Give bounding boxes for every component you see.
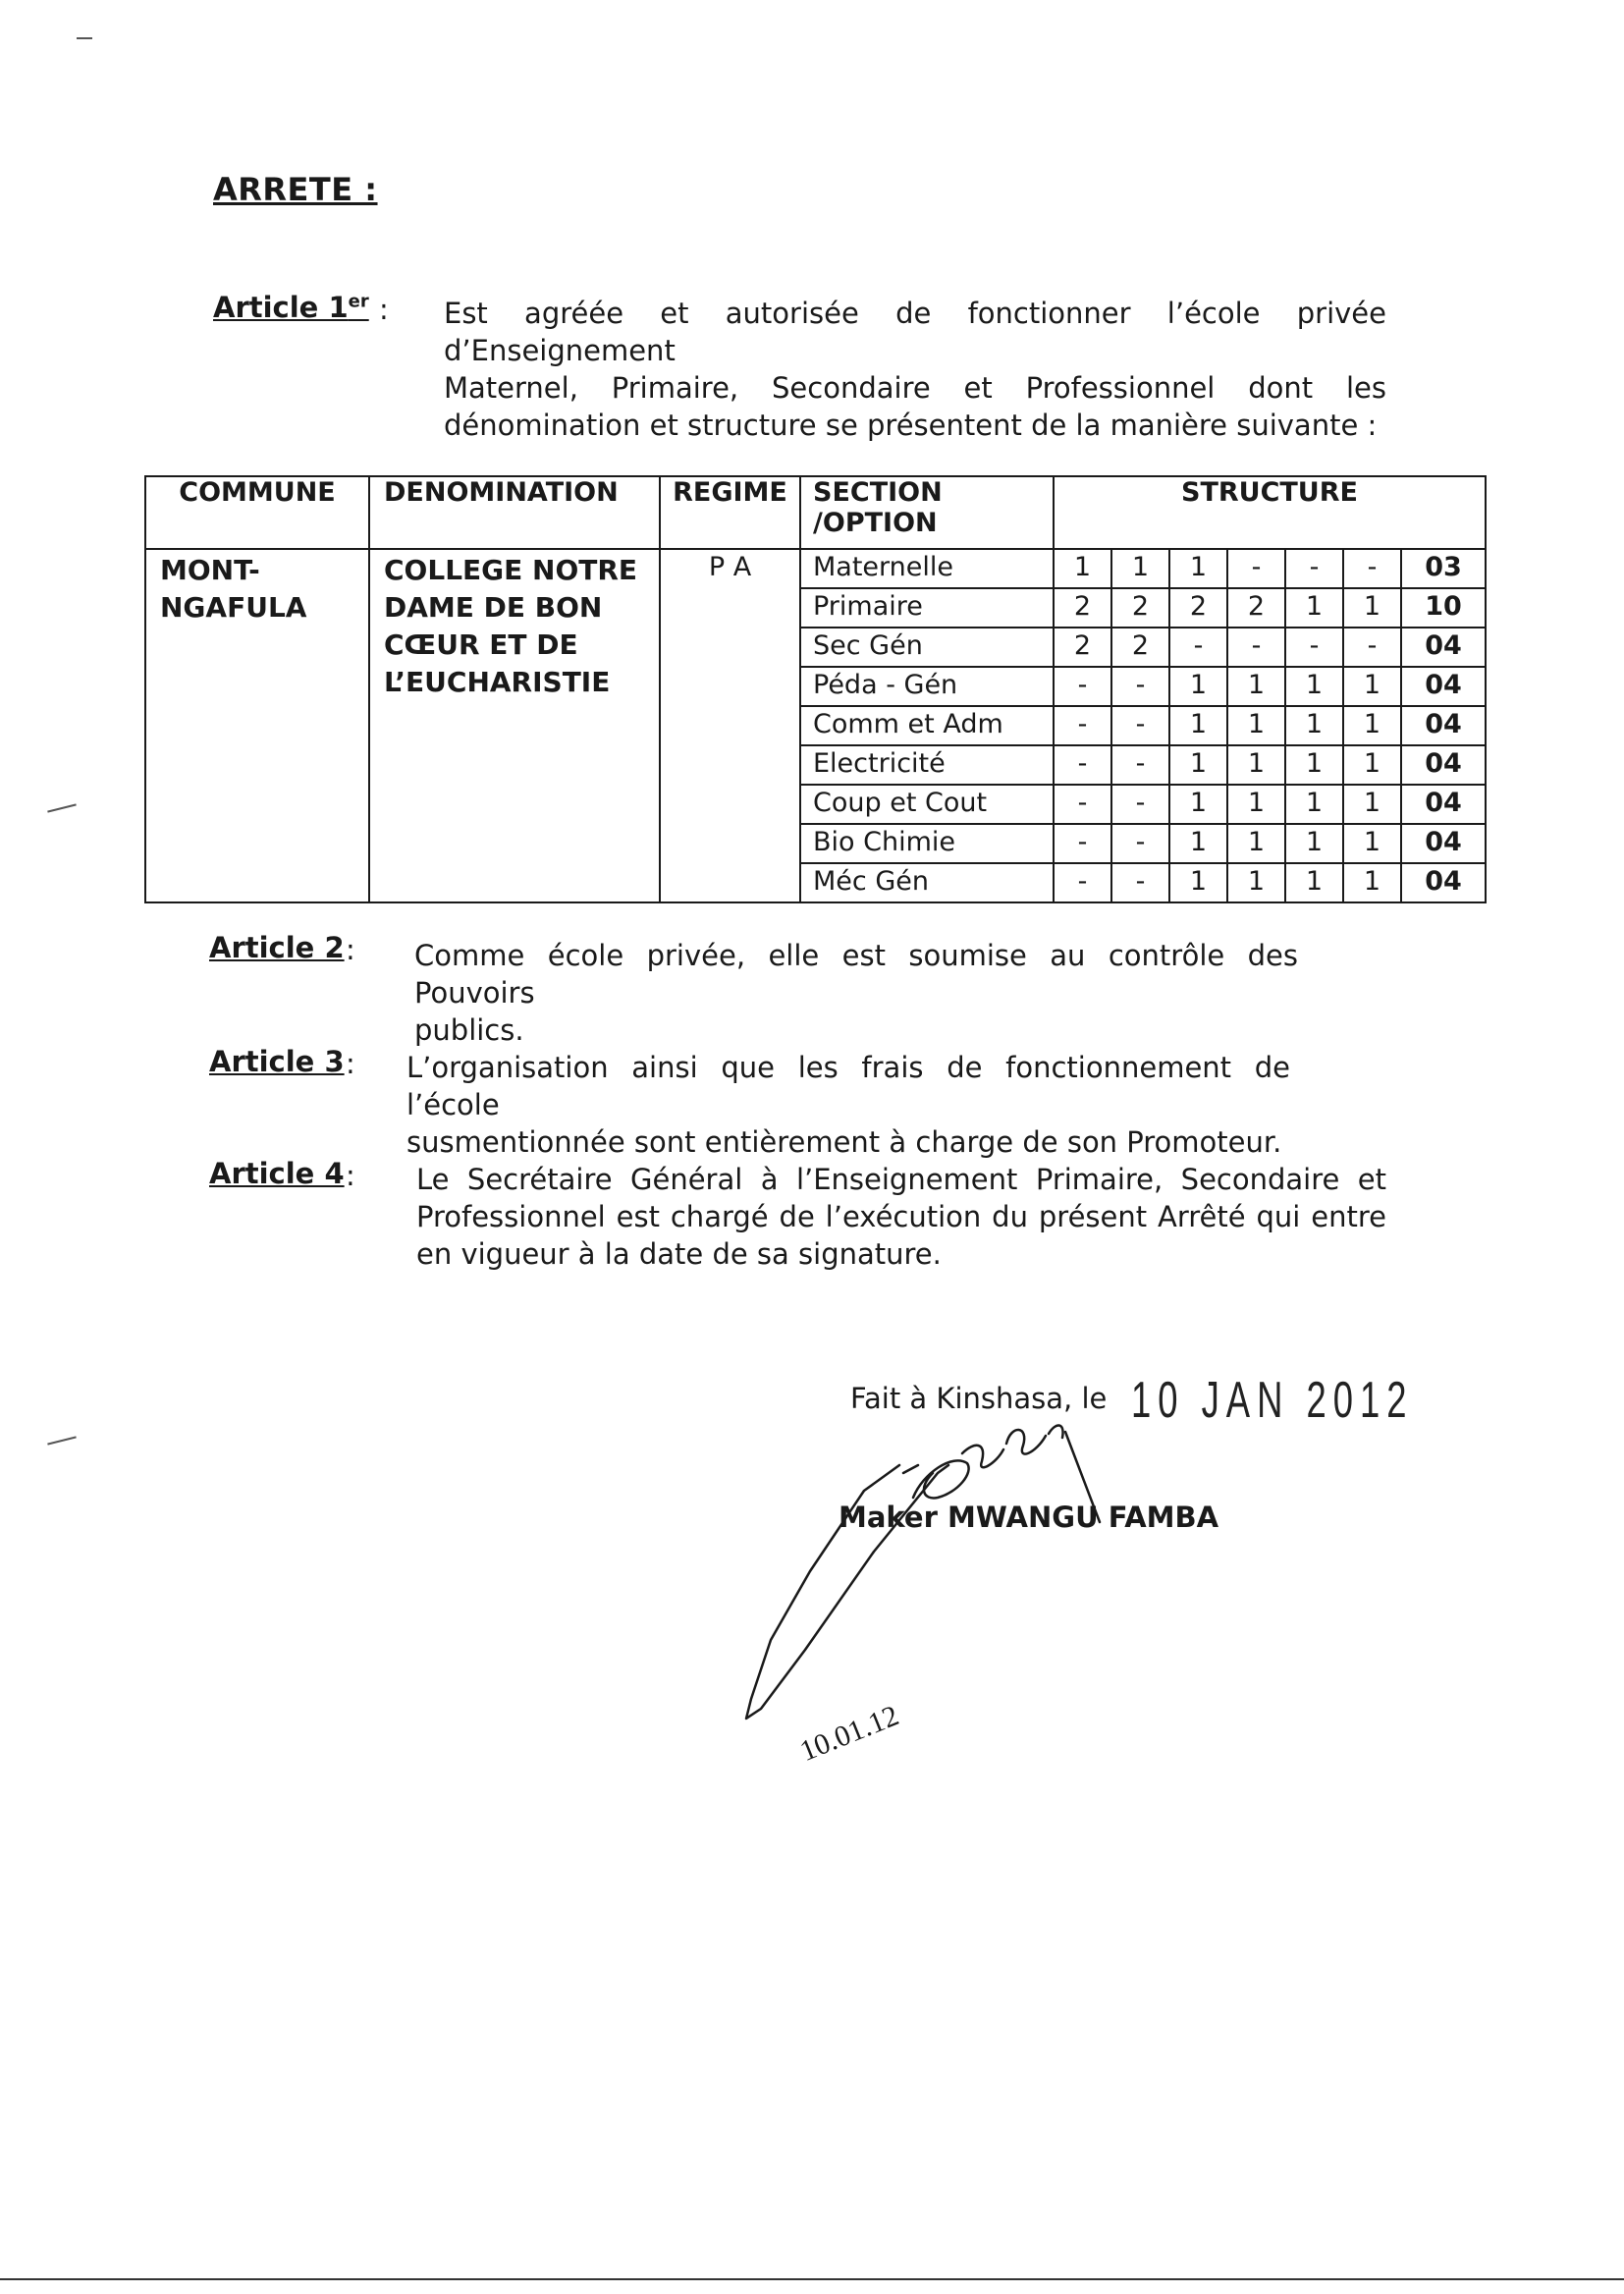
document-heading: ARRETE : (213, 171, 378, 208)
structure-cell: 1 (1343, 667, 1401, 706)
structure-cell: - (1285, 549, 1343, 588)
structure-cell: 1 (1227, 745, 1285, 785)
article-4-line: Le Secrétaire Général à l’Enseignement Primaire, Secondaire et (416, 1163, 1386, 1196)
structure-cell: 2 (1111, 588, 1169, 628)
denomination-line: DAME DE BON (384, 591, 603, 624)
header-section-line2: /OPTION (813, 508, 938, 538)
structure-cell: - (1054, 785, 1111, 824)
handwritten-date: 10.01.12 (795, 1699, 903, 1769)
structure-cell: 1 (1343, 706, 1401, 745)
signature-place: Fait à Kinshasa, le (850, 1382, 1108, 1415)
structure-cell: - (1111, 667, 1169, 706)
article-2-label: Article 2 (209, 931, 345, 964)
article-4-line: Professionnel est chargé de l’exécution du présent Arrêté qui entre (416, 1200, 1386, 1233)
structure-cell: - (1111, 706, 1169, 745)
structure-cell: 1 (1285, 588, 1343, 628)
article-4-colon: : (346, 1159, 355, 1192)
structure-cell: 1 (1285, 785, 1343, 824)
structure-cell: - (1054, 745, 1111, 785)
structure-cell: - (1285, 628, 1343, 667)
article-4-text (416, 1161, 1386, 1273)
header-commune: COMMUNE (145, 476, 369, 549)
section-cell: Coup et Cout (800, 785, 1054, 824)
structure-cell: - (1227, 628, 1285, 667)
denomination-line: CŒUR ET DE (384, 628, 578, 661)
article-1-text (444, 295, 1386, 444)
structure-cell: 2 (1169, 588, 1227, 628)
structure-cell: - (1227, 549, 1285, 588)
total-cell: 04 (1401, 785, 1486, 824)
total-cell: 04 (1401, 745, 1486, 785)
article-4-label: Article 4 (209, 1157, 345, 1190)
structure-cell: - (1111, 785, 1169, 824)
structure-cell: 1 (1285, 824, 1343, 863)
structure-cell: 2 (1054, 588, 1111, 628)
denomination-cell (369, 549, 660, 902)
article-1-label: Article 1er (213, 291, 369, 324)
scan-mark (47, 1436, 77, 1445)
article-3-colon: : (346, 1047, 355, 1080)
section-cell: Electricité (800, 745, 1054, 785)
structure-cell: 1 (1169, 785, 1227, 824)
structure-cell: 1 (1343, 863, 1401, 902)
structure-cell: 1 (1285, 863, 1343, 902)
article-1-line: Est agréée et autorisée de fonctionner l’école privée d’Enseignement (444, 297, 1386, 367)
header-structure: STRUCTURE (1054, 476, 1486, 549)
structure-cell: 2 (1111, 628, 1169, 667)
total-cell: 03 (1401, 549, 1486, 588)
structure-cell: - (1343, 628, 1401, 667)
section-cell: Bio Chimie (800, 824, 1054, 863)
page-bottom-rule (0, 2278, 1624, 2280)
total-cell: 04 (1401, 824, 1486, 863)
total-cell: 04 (1401, 863, 1486, 902)
structure-cell: - (1054, 667, 1111, 706)
date-stamp: 10 JAN 2012 (1131, 1372, 1414, 1429)
structure-cell: 2 (1227, 588, 1285, 628)
article-4-line: en vigueur à la date de sa signature. (416, 1237, 942, 1271)
structure-cell: 1 (1169, 824, 1227, 863)
article-1-colon: : (379, 293, 389, 326)
structure-cell: - (1054, 706, 1111, 745)
section-cell: Primaire (800, 588, 1054, 628)
structure-cell: 1 (1169, 549, 1227, 588)
structure-cell: 1 (1227, 863, 1285, 902)
header-regime: REGIME (660, 476, 800, 549)
structure-cell: - (1343, 549, 1401, 588)
structure-cell: 1 (1054, 549, 1111, 588)
section-cell: Péda - Gén (800, 667, 1054, 706)
structure-cell: - (1054, 863, 1111, 902)
table-row (145, 549, 1486, 588)
structure-cell: 1 (1285, 667, 1343, 706)
total-cell: 04 (1401, 628, 1486, 667)
section-cell: Sec Gén (800, 628, 1054, 667)
commune-line: NGAFULA (160, 591, 307, 624)
signatory-name: Maker MWANGU FAMBA (839, 1501, 1219, 1534)
denomination-line: L’EUCHARISTIE (384, 666, 611, 698)
header-section-line1: SECTION (813, 477, 943, 508)
structure-cell: 1 (1227, 785, 1285, 824)
handwritten-signature (717, 1404, 1227, 1777)
header-section (800, 476, 1054, 549)
article-2-text (414, 937, 1298, 1049)
article-2-line: Comme école privée, elle est soumise au contrôle des Pouvoirs (414, 939, 1298, 1010)
denomination-line: COLLEGE NOTRE (384, 554, 638, 586)
total-cell: 10 (1401, 588, 1486, 628)
structure-cell: 1 (1343, 824, 1401, 863)
article-3-line: susmentionnée sont entièrement à charge de son Promoteur. (406, 1125, 1282, 1159)
structure-cell: 1 (1169, 863, 1227, 902)
header-denomination: DENOMINATION (369, 476, 660, 549)
article-3-line: L’organisation ainsi que les frais de fonctionnement de l’école (406, 1051, 1290, 1121)
structure-cell: - (1169, 628, 1227, 667)
article-2-colon: : (346, 933, 355, 966)
article-2-line: publics. (414, 1013, 524, 1047)
structure-cell: 1 (1111, 549, 1169, 588)
structure-cell: - (1111, 863, 1169, 902)
structure-cell: 1 (1169, 706, 1227, 745)
structure-cell: - (1111, 824, 1169, 863)
scan-mark (77, 37, 92, 39)
structure-cell: 1 (1343, 588, 1401, 628)
section-cell: Comm et Adm (800, 706, 1054, 745)
structure-cell: 2 (1054, 628, 1111, 667)
regime-cell: P A (660, 549, 800, 902)
scan-mark (47, 803, 77, 812)
structure-cell: 1 (1285, 745, 1343, 785)
structure-cell: 1 (1343, 745, 1401, 785)
commune-cell (145, 549, 369, 902)
article-3-text (406, 1049, 1290, 1161)
structure-cell: 1 (1285, 706, 1343, 745)
structure-cell: - (1111, 745, 1169, 785)
article-1-line: dénomination et structure se présentent de la manière suivante : (444, 409, 1378, 442)
section-cell: Méc Gén (800, 863, 1054, 902)
total-cell: 04 (1401, 706, 1486, 745)
table-header-row (145, 476, 1486, 549)
total-cell: 04 (1401, 667, 1486, 706)
article-3-label: Article 3 (209, 1045, 345, 1078)
section-cell: Maternelle (800, 549, 1054, 588)
structure-cell: 1 (1169, 745, 1227, 785)
structure-cell: 1 (1227, 706, 1285, 745)
article-1-superscript: er (348, 291, 369, 312)
structure-cell: 1 (1343, 785, 1401, 824)
structure-cell: 1 (1227, 667, 1285, 706)
structure-cell: 1 (1227, 824, 1285, 863)
structure-cell: - (1054, 824, 1111, 863)
structure-cell: 1 (1169, 667, 1227, 706)
structure-table (144, 475, 1487, 903)
commune-line: MONT- (160, 554, 260, 586)
article-1-line: Maternel, Primaire, Secondaire et Professionnel dont les (444, 371, 1386, 405)
